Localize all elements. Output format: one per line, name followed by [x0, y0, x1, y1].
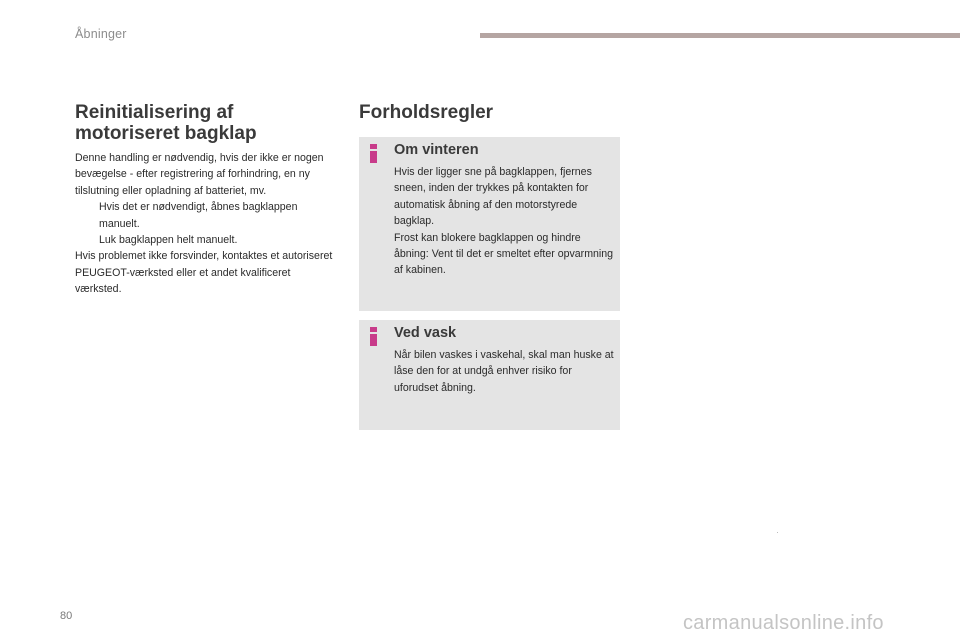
- speck: [777, 532, 778, 533]
- header-rule: [480, 33, 960, 38]
- winter-text: [394, 164, 614, 279]
- wash-paragraph: Når bilen vaskes i vaskehal, skal man huske at låse den for at undgå enhver risiko for uforudset åbning.: [394, 349, 614, 394]
- reinit-outro: Hvis problemet ikke forsvinder, kontaktes et autoriseret PEUGEOT-værksted eller et andet kvalificeret værksted.: [75, 250, 333, 296]
- info-icon: [370, 144, 377, 163]
- bullet-item: [75, 199, 337, 232]
- wash-info-box: [359, 320, 620, 430]
- wash-title: Ved vask: [394, 325, 457, 341]
- page-number: 80: [60, 610, 73, 622]
- section-title: Åbninger: [75, 27, 127, 41]
- reinit-intro: Denne handling er nødvendig, hvis der ikke er nogen bevægelse - efter registrering af forhindring, en ny tilslutning eller opladning af batteriet, mv.: [75, 152, 324, 197]
- winter-paragraph: Frost kan blokere bagklappen og hindre åbning: Vent til det er smeltet efter opvarmning af kabinen.: [394, 231, 614, 277]
- bullet-text: Luk bagklappen helt manuelt.: [99, 234, 238, 247]
- precautions-heading: Forholdsregler: [359, 102, 494, 123]
- info-icon: [370, 327, 377, 346]
- reinit-heading: [75, 102, 345, 144]
- winter-title: Om vinteren: [394, 142, 479, 158]
- reinit-heading-line1: Reinitialisering af: [75, 102, 234, 123]
- reinit-body: [75, 150, 337, 298]
- watermark: carmanualsonline.info: [683, 612, 884, 634]
- bullet-item: [75, 232, 337, 248]
- reinit-heading-line2: motoriseret bagklap: [75, 123, 257, 144]
- winter-info-box: [359, 137, 620, 311]
- winter-paragraph: Hvis der ligger sne på bagklappen, fjernes sneen, inden der trykkes på kontakten for automatisk åbning af den motorstyrede bagklap.: [394, 166, 592, 228]
- wash-text: [394, 347, 614, 396]
- bullet-text: Hvis det er nødvendigt, åbnes bagklappen manuelt.: [99, 201, 298, 230]
